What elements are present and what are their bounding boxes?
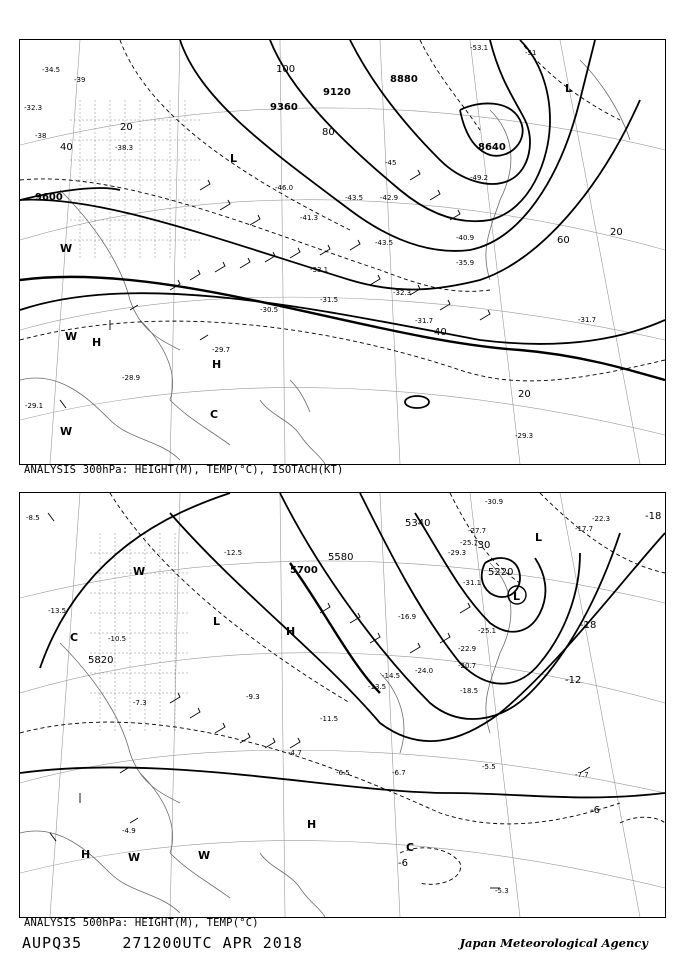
svg-text:-33.1: -33.1 <box>310 266 329 274</box>
svg-text:-9.3: -9.3 <box>246 693 260 701</box>
product-code: AUPQ35 <box>22 934 83 952</box>
hatch-area <box>70 100 200 260</box>
svg-text:-27.7: -27.7 <box>468 527 487 535</box>
analysis-datetime: 271200UTC APR 2018 <box>122 934 303 952</box>
svg-text:-30.9: -30.9 <box>485 498 504 506</box>
svg-text:-22.9: -22.9 <box>458 645 477 653</box>
svg-text:-7.3: -7.3 <box>133 699 147 707</box>
svg-text:-24.0: -24.0 <box>415 667 434 675</box>
svg-text:-32.3: -32.3 <box>24 104 43 112</box>
cold-center-symbol: C <box>210 408 219 421</box>
cold-center-symbol: C <box>406 841 415 854</box>
caption-500hpa: ANALYSIS 500hPa: HEIGHT(M), TEMP(°C) <box>24 917 259 929</box>
low-center-symbol: L <box>213 615 221 628</box>
svg-text:-32.3: -32.3 <box>393 289 412 297</box>
agency-name: Japan Meteorological Agency <box>459 936 648 950</box>
svg-text:-45: -45 <box>385 159 397 167</box>
isotherm-label: -6 <box>590 805 600 816</box>
isotach-label: 20 <box>610 227 623 238</box>
svg-text:-10.5: -10.5 <box>108 635 127 643</box>
svg-text:-16.9: -16.9 <box>398 613 417 621</box>
svg-text:-35.9: -35.9 <box>456 259 475 267</box>
map-panel-500hpa <box>19 492 666 918</box>
svg-text:-17.7: -17.7 <box>575 525 594 533</box>
isotherm-label: -12 <box>565 675 582 686</box>
svg-text:-18.5: -18.5 <box>460 687 479 695</box>
svg-text:-14.5: -14.5 <box>382 672 401 680</box>
svg-text:-51: -51 <box>525 49 537 57</box>
svg-text:-29.3: -29.3 <box>448 549 467 557</box>
graticule <box>20 40 665 464</box>
high-center-symbol: H <box>286 625 296 638</box>
high-center-symbol: H <box>81 848 91 861</box>
svg-text:-8.5: -8.5 <box>26 514 40 522</box>
map-300hpa-canvas <box>20 40 665 464</box>
isotherm-label: -18 <box>580 620 597 631</box>
svg-text:-12.5: -12.5 <box>224 549 243 557</box>
svg-text:-28.9: -28.9 <box>122 374 141 382</box>
warm-center-symbol: W <box>133 565 146 578</box>
isotach-label: 60 <box>557 235 570 246</box>
svg-text:-41.3: -41.3 <box>300 214 319 222</box>
svg-text:-49.2: -49.2 <box>470 174 489 182</box>
svg-text:-31.7: -31.7 <box>578 316 597 324</box>
svg-text:-4.9: -4.9 <box>122 827 136 835</box>
svg-text:-25.7: -25.7 <box>460 539 479 547</box>
svg-text:-13.5: -13.5 <box>48 607 67 615</box>
low-center-symbol: L <box>535 531 543 544</box>
warm-center-symbol: W <box>128 851 141 864</box>
svg-text:-46.0: -46.0 <box>275 184 294 192</box>
height-label: 8640 <box>478 142 506 153</box>
product-header <box>22 934 303 952</box>
isotherm-label: -6 <box>398 858 408 869</box>
svg-text:-20.7: -20.7 <box>458 662 477 670</box>
warm-center-symbol: W <box>198 849 211 862</box>
height-label: 9600 <box>35 192 63 203</box>
isotach-ring <box>405 396 429 408</box>
svg-text:-43.5: -43.5 <box>345 194 364 202</box>
warm-center-symbol: W <box>60 425 73 438</box>
height-label: 8880 <box>390 74 418 85</box>
caption-300hpa: ANALYSIS 300hPa: HEIGHT(M), TEMP(°C), ISOTACH(KT) <box>24 464 344 476</box>
svg-text:-5.3: -5.3 <box>495 887 509 895</box>
svg-text:-39: -39 <box>74 76 86 84</box>
jet-axis <box>20 277 665 380</box>
svg-text:-31.5: -31.5 <box>320 296 339 304</box>
height-label: 5700 <box>290 565 318 576</box>
svg-text:-22.3: -22.3 <box>592 515 611 523</box>
cold-center-symbol: C <box>70 631 79 644</box>
map-500hpa-canvas <box>20 493 665 917</box>
low-center-symbol: L <box>230 152 238 165</box>
temperature-readings <box>26 498 610 895</box>
svg-text:-6.7: -6.7 <box>392 769 406 777</box>
low-center-symbol: L <box>513 590 521 603</box>
svg-text:-29.3: -29.3 <box>515 432 534 440</box>
svg-text:-53.1: -53.1 <box>470 44 489 52</box>
svg-text:-43.5: -43.5 <box>375 239 394 247</box>
height-label: 5580 <box>328 552 354 563</box>
high-center-symbol: H <box>307 818 317 831</box>
height-label: 9120 <box>323 87 351 98</box>
warm-center-symbol: W <box>60 242 73 255</box>
high-center-symbol: H <box>92 336 102 349</box>
svg-text:-4.7: -4.7 <box>288 749 302 757</box>
svg-text:-6.5: -6.5 <box>336 769 350 777</box>
svg-text:-25.1: -25.1 <box>478 627 497 635</box>
height-label: 9360 <box>270 102 298 113</box>
svg-text:-29.1: -29.1 <box>25 402 44 410</box>
svg-text:-7.7: -7.7 <box>575 771 589 779</box>
svg-text:-30.5: -30.5 <box>260 306 279 314</box>
svg-text:-29.7: -29.7 <box>212 346 231 354</box>
svg-text:-40.9: -40.9 <box>456 234 475 242</box>
svg-text:-5.5: -5.5 <box>482 763 496 771</box>
isotach-label: 20 <box>120 122 133 133</box>
height-label: 5220 <box>488 567 514 578</box>
isotach-label: 40 <box>60 142 73 153</box>
isotach-label: 100 <box>276 64 296 75</box>
svg-text:-38.3: -38.3 <box>115 144 134 152</box>
svg-text:-34.5: -34.5 <box>42 66 61 74</box>
map-panel-300hpa <box>19 39 666 465</box>
warm-center-symbol: W <box>65 330 78 343</box>
svg-text:-11.5: -11.5 <box>320 715 339 723</box>
isotach-label: 40 <box>434 327 447 338</box>
isotach-label: 80 <box>322 127 335 138</box>
isotach-label: 20 <box>518 389 531 400</box>
svg-text:-31.1: -31.1 <box>463 579 482 587</box>
isotherm-label: -18 <box>645 511 662 522</box>
svg-text:-13.5: -13.5 <box>368 683 387 691</box>
svg-text:-31.7: -31.7 <box>415 317 434 325</box>
low-center-symbol: L <box>565 82 573 95</box>
svg-text:-42.9: -42.9 <box>380 194 399 202</box>
isotherm-label: -30 <box>474 540 491 551</box>
svg-text:-38: -38 <box>35 132 47 140</box>
high-center-symbol: H <box>212 358 222 371</box>
height-label: 5820 <box>88 655 114 666</box>
height-label: 5340 <box>405 518 431 529</box>
